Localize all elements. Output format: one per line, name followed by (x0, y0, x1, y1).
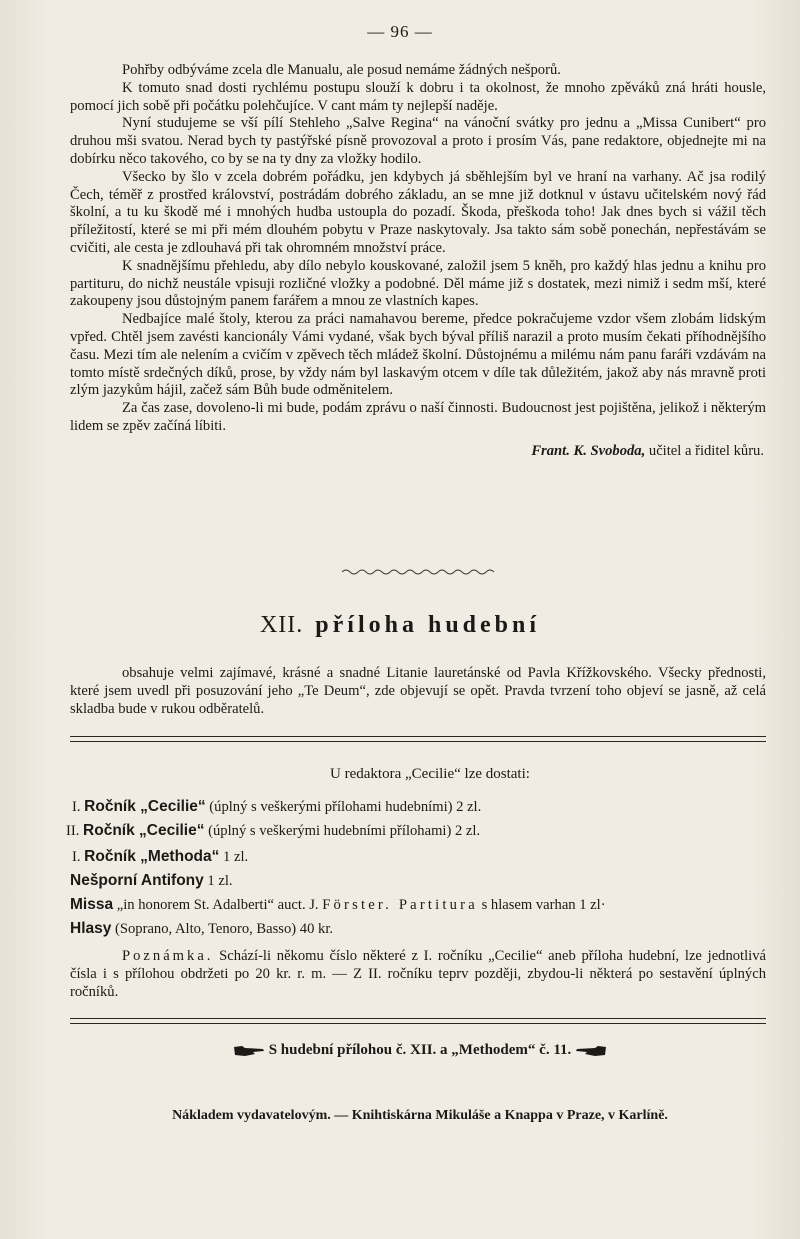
offer-detail-spaced: Förster. Partitura (322, 897, 478, 913)
offer-prefix: I. (72, 849, 81, 865)
offer-item (66, 822, 786, 840)
offer-prefix: II. (66, 823, 80, 839)
offer-title: Hlasy (70, 920, 112, 937)
offer-detail: 1 zl. (219, 849, 249, 865)
offer-title: Ročník „Cecilie“ (84, 798, 206, 815)
imprint: Nákladem vydavatelovým. — Knihtiskárna Mikuláše a Knappa v Praze, v Karlíně. (172, 1108, 668, 1123)
paragraph: Nedbajíce malé štoly, kterou za práci namahavou bereme, předce pokračujeme vzdor všem zlobám lidským vpřed. Chtěl jsem zavésti kancionály Vámi vydané, však bych býval příliš narazil a proto musím čekati příhodnějšího času. Mezi tím ale nelením a cvičím v zpěvech těch mládež školní. Důstojnému a milému nám panu faráři vzdávám na tomto místě srdečných díků, prose, by vždy nám byl laskavým otcem v díle tak důležitém, jakož aby nás mravně proti zlým jazykům hájil, začež sám Bůh bude odměnitelem. (70, 311, 766, 399)
offer-item (72, 848, 792, 866)
supplement-announcement (0, 1042, 800, 1059)
paragraph: Pohřby odbýváme zcela dle Manualu, ale posud nemáme žádných nešporů. (122, 62, 561, 78)
section-title: příloha hudební (315, 612, 541, 638)
offer-detail: „in honorem St. Adalberti“ auct. J. (113, 897, 323, 913)
offer-prefix: I. (72, 799, 81, 815)
section-heading (0, 612, 800, 639)
announcement-text: S hudební přílohou č. XII. a „Methodem“ č. 11. (268, 1042, 572, 1058)
offer-title: Ročník „Methoda“ (84, 848, 220, 865)
note-text: Schází-li někomu číslo některé z I. ročníku „Cecilie“ aneb příloha hudební, lze jednotlivá čísla i s přílohou obdržeti po 20 kr. r. m. — Z II. ročníku teprv později, zbydou-li některá po sestavění úplných ročníků. (70, 948, 766, 1000)
offer-detail: (Soprano, Alto, Tenoro, Basso) 40 kr. (111, 921, 334, 937)
wavy-ornament-icon (340, 567, 500, 577)
offer-item (70, 896, 790, 914)
offer-item (72, 798, 792, 816)
paragraph: Za čas zase, dovoleno-li mi bude, podám zprávu o naší činnosti. Budoucnost jest pojištěna, jelikož i některým lidem se zpěv začíná líbiti. (70, 400, 766, 434)
offer-title: Nešporní Antifony (70, 872, 204, 889)
pointing-hand-left-icon (575, 1044, 607, 1058)
offer-item (70, 920, 790, 938)
letter-body (70, 62, 766, 461)
paragraph: K snadnějšímu přehledu, aby dílo nebylo kouskované, založil jsem 5 kněh, pro každý hlas jednu a knihu pro partituru, do nichž neustále vpisuji rozličné vložky a podobné. Děl máme již s dostatek, mezi nimiž i sedm mší, které zakoupeny jsou důstojným panem farářem a mnou ze vlastních kapes. (70, 257, 766, 310)
signature-name: Frant. K. Svoboda, (531, 442, 646, 459)
note-label: Poznámka. (122, 948, 214, 964)
paragraph: Všecko by šlo v zcela dobrém pořádku, jen kdybych já sběhlejším byl ve hraní na varhany. Ač jsa rodilý Čech, téměř z prostřed království, postrádám dobrého základu, an se mne již dotknul v ústavu učitelském nový řád školní, a tu ku škodě mé i mnohých hudba ustoupla do pozadí. Škoda, přeškoda toho! Jak dnes bych si vážil těch příležitostí, které se mi při mém dlouhém pobytu v Praze naskytovaly. Jsa takto sám sobě ponechán, nepřestávám se cvičiti, ale cesta je zdlouhavá při tak ohromném množství práce. (70, 168, 766, 256)
offer-detail: (úplný s veškerými přílohami hudebními) 2 zl. (205, 799, 482, 815)
offer-title: Ročník „Cecilie“ (83, 822, 205, 839)
offer-detail-tail: s hlasem varhan 1 zl· (477, 897, 606, 913)
offer-detail: 1 zl. (203, 873, 233, 889)
offer-detail: (úplný s veškerými hudebními přílohami) 2 zl. (204, 823, 481, 839)
signature-role: učitel a řiditel kůru. (648, 442, 764, 459)
section-number: XII. (259, 612, 304, 638)
offer-title: Missa (70, 896, 114, 913)
double-rule-divider (70, 1018, 766, 1024)
signature (70, 443, 766, 461)
offer-item (70, 872, 790, 890)
pointing-hand-right-icon (233, 1044, 265, 1058)
paragraph: K tomuto snad dosti rychlému postupu slouží k dobru i ta okolnost, že mnoho zpěváků zná hráti housle, pomocí jich sobě při počátku polehčujíce. V cant mám ty nejlepší naděje. (70, 79, 766, 114)
double-rule-divider (70, 736, 766, 742)
note (70, 947, 766, 1001)
section-body: obsahuje velmi zajímavé, krásné a snadné Litanie lauretánské od Pavla Křížkovského. Všecky přednosti, které jsem uvedl při posuzování jeho „Te Deum“, zde objevují se opět. Pravda tvrzení toho objeví se jasně, až celá skladba bude v rukou odběratelů. (70, 665, 766, 717)
offers-title: U redaktora „Cecilie“ lze dostati: (330, 766, 530, 782)
page-number: — 96 — (367, 22, 433, 41)
paragraph: Nyní studujeme se vší pílí Stehleho „Salve Regina“ na vánoční svátky pro jednu a „Missa Cunibert“ pro druhou mši svatou. Nerad bych ty pastýřské písně provozoval a proto i prosím Vás, pane redaktore, objednejte mi na dobírku něco takového, co by se na ty dny za vložky hodilo. (70, 115, 766, 167)
